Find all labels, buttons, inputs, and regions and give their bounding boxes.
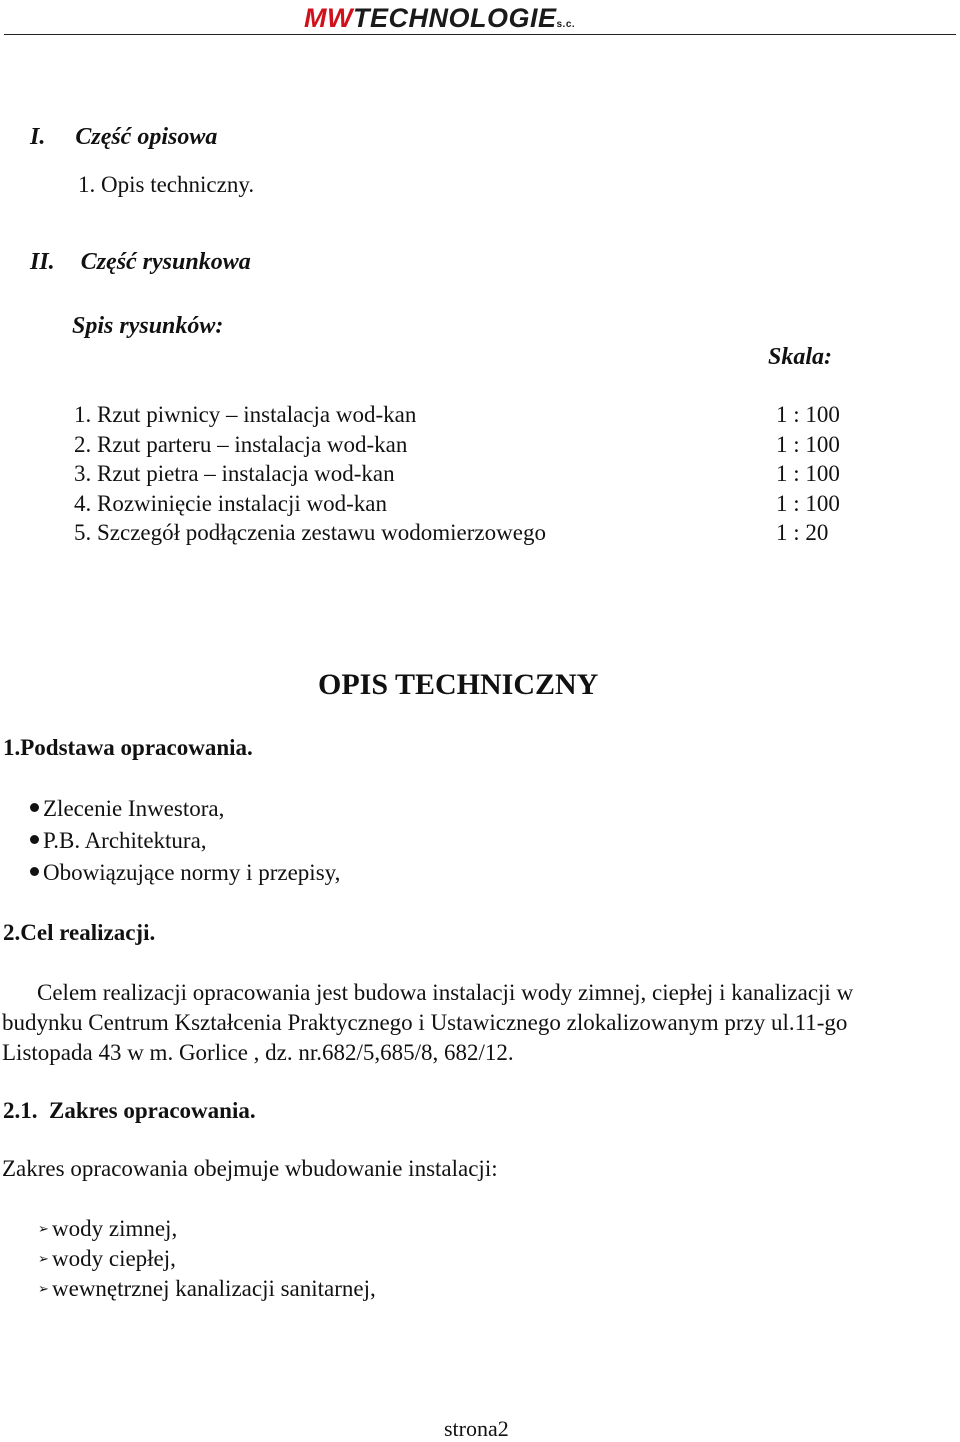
- basis-heading: 1.Podstawa opracowania.: [3, 735, 253, 760]
- bullet-icon: [30, 835, 39, 844]
- drawing-row: [74, 432, 854, 462]
- goal-line: Listopada 43 w m. Gorlice , dz. nr.682/5,685/8, 682/12.: [2, 1040, 514, 1065]
- goal-heading: 2.Cel realizacji.: [3, 920, 156, 945]
- drawing-row: [74, 461, 854, 491]
- drawing-row: [74, 520, 854, 550]
- header-divider: [4, 34, 956, 35]
- drawing-scale: 1 : 100: [776, 461, 840, 486]
- basis-item-text: Zlecenie Inwestora,: [43, 796, 225, 821]
- scope-list-item: [38, 1276, 376, 1302]
- company-logo: [0, 2, 960, 32]
- drawing-title: 4. Rozwinięcie instalacji wod-kan: [74, 491, 387, 516]
- drawing-title: 1. Rzut piwnicy – instalacja wod-kan: [74, 402, 417, 427]
- drawing-row: [74, 402, 854, 432]
- goal-line: Celem realizacji opracowania jest budowa instalacji wody zimnej, ciepłej i kanalizacji w: [37, 980, 854, 1005]
- drawing-list-title: Spis rysunków:: [72, 313, 224, 339]
- logo-sc-text: s.c.: [556, 19, 576, 30]
- scope-list-item: [38, 1246, 176, 1272]
- bullet-icon: [30, 803, 39, 812]
- section2-numeral: II.: [30, 249, 55, 275]
- opis-heading: OPIS TECHNICZNY: [318, 668, 599, 701]
- scope-intro: Zakres opracowania obejmuje wbudowanie instalacji:: [2, 1156, 498, 1181]
- page-number: strona2: [444, 1416, 509, 1441]
- drawing-title: 3. Rzut pietra – instalacja wod-kan: [74, 461, 395, 486]
- scope-item-text: wody zimnej,: [52, 1216, 178, 1241]
- scope-item-text: wewnętrznej kanalizacji sanitarnej,: [52, 1276, 376, 1301]
- scope-heading: 2.1. Zakres opracowania.: [3, 1098, 256, 1123]
- section1-numeral: I.: [30, 124, 46, 150]
- basis-list-item: [30, 828, 207, 854]
- logo-technologie-text: TECHNOLOGIE: [352, 3, 557, 33]
- drawing-title: 5. Szczegół podłączenia zestawu wodomierzowego: [74, 520, 546, 545]
- basis-list-item: [30, 796, 224, 822]
- scale-header: Skala:: [768, 344, 833, 370]
- drawing-scale: 1 : 20: [776, 520, 829, 545]
- arrow-bullet-icon: ➢: [38, 1220, 49, 1236]
- drawing-scale: 1 : 100: [776, 491, 840, 516]
- goal-paragraph: [2, 978, 958, 1068]
- section1-item-1: 1. Opis techniczny.: [78, 172, 255, 197]
- arrow-bullet-icon: ➢: [38, 1250, 49, 1266]
- arrow-bullet-icon: ➢: [38, 1280, 49, 1296]
- drawing-title: 2. Rzut parteru – instalacja wod-kan: [74, 432, 408, 457]
- section1-heading: [30, 124, 217, 151]
- drawing-scale: 1 : 100: [776, 402, 840, 427]
- section2-title: Część rysunkowa: [80, 249, 251, 275]
- drawing-row: [74, 491, 854, 521]
- scope-list-item: [38, 1216, 177, 1242]
- goal-line: budynku Centrum Kształcenia Praktycznego i Ustawicznego zlokalizowanym przy ul.11-go: [2, 1010, 848, 1035]
- logo-mw-text: MW: [304, 3, 353, 33]
- bullet-icon: [30, 867, 39, 876]
- basis-list-item: [30, 860, 340, 886]
- drawing-scale: 1 : 100: [776, 432, 840, 457]
- scope-item-text: wody ciepłej,: [52, 1246, 176, 1271]
- section2-heading: [30, 249, 251, 276]
- section1-title: Część opisowa: [75, 124, 218, 150]
- basis-item-text: Obowiązujące normy i przepisy,: [43, 860, 341, 885]
- basis-item-text: P.B. Architektura,: [43, 828, 207, 853]
